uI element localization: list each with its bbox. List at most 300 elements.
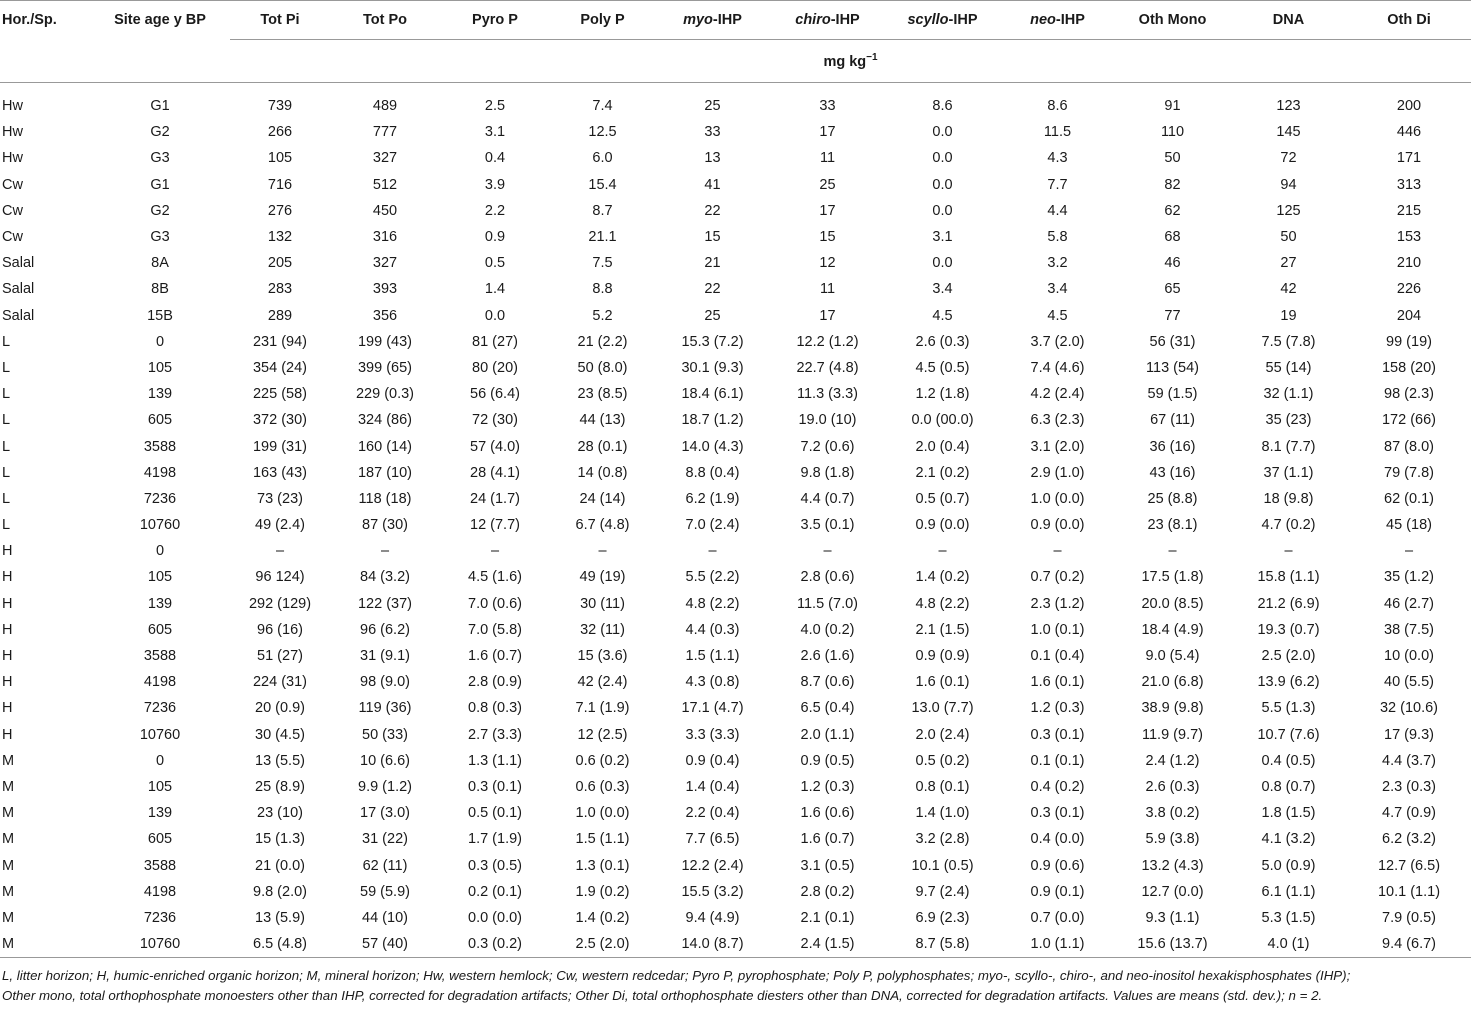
unit-spacer — [90, 40, 230, 83]
table-cell: 49 (2.4) — [255, 517, 305, 534]
table-cell: 12 (2.5) — [577, 726, 628, 743]
table-cell: 605 — [147, 831, 173, 848]
table-cell: 31 (9.1) — [360, 648, 410, 665]
table-cell: 8.7 — [592, 202, 613, 219]
table-cell: 6.5 (0.4) — [800, 700, 855, 717]
table-cell: 96 (16) — [257, 621, 303, 638]
table-cell: 399 (65) — [357, 359, 412, 376]
table-cell: 1.6 (0.6) — [800, 805, 855, 822]
row-label: M — [2, 752, 15, 769]
table-cell: G3 — [150, 229, 170, 246]
table-cell: 2.5 (2.0) — [550, 931, 655, 958]
table-cell: 229 (0.3) — [355, 386, 415, 403]
column-header-text: Poly P — [580, 12, 625, 28]
table-cell: 46 — [1164, 255, 1181, 272]
table-cell: 8.7 (5.8) — [885, 931, 1000, 958]
row-label: H — [2, 674, 13, 691]
table-row — [0, 276, 1471, 302]
table-cell: 163 (43) — [252, 464, 307, 481]
table-cell: 17 — [819, 307, 836, 324]
table-cell: – — [598, 543, 607, 560]
table-cell: 79 (7.8) — [1384, 464, 1434, 481]
column-header-text: Site age y BP — [114, 12, 206, 29]
table-cell: 512 — [372, 176, 398, 193]
table-cell: 50 (33) — [362, 726, 408, 743]
table-cell: 605 — [147, 412, 173, 429]
table-cell: 3.8 (0.2) — [1145, 805, 1200, 822]
table-cell: – — [938, 543, 947, 560]
table-cell: 4.5 (1.6) — [468, 569, 522, 586]
table-row — [0, 852, 1471, 878]
table-cell: 17 — [819, 124, 836, 141]
table-cell: 2.3 (1.2) — [1030, 595, 1085, 612]
table-cell: 33 — [819, 98, 836, 115]
table-cell: 5.8 — [1047, 229, 1068, 246]
table-cell: 0.8 (0.7) — [1261, 778, 1316, 795]
table-cell: 46 (2.7) — [1384, 595, 1434, 612]
table-cell: 8.1 (7.7) — [1261, 438, 1316, 455]
column-header — [1000, 1, 1115, 40]
table-cell: 2.4 (1.2) — [1145, 752, 1200, 769]
table-cell: 3.4 — [932, 281, 953, 298]
table-cell: 67 (11) — [1150, 412, 1195, 429]
row-label: M — [2, 909, 15, 926]
table-body — [0, 93, 1471, 958]
table-cell: 94 — [1280, 176, 1297, 193]
unit-label — [230, 40, 1471, 83]
table-cell: 3.2 — [1047, 255, 1068, 272]
table-row — [0, 224, 1471, 250]
row-label: M — [2, 883, 15, 900]
table-cell: 18.4 (6.1) — [681, 386, 744, 403]
row-label: Hw — [2, 124, 23, 141]
table-cell: 3.1 — [932, 229, 953, 246]
table-cell: 2.8 (0.9) — [468, 674, 522, 691]
table-cell: 7236 — [143, 909, 177, 926]
table-cell: 1.4 (0.2) — [915, 569, 970, 586]
table-cell: 7.5 (7.8) — [1261, 333, 1316, 350]
table-cell: 15 — [704, 229, 721, 246]
table-cell: 4.8 (2.2) — [685, 595, 740, 612]
table-cell: 1.3 (0.1) — [575, 857, 630, 874]
table-cell: 17.1 (4.7) — [681, 700, 744, 717]
row-label: L — [2, 517, 11, 534]
table-row — [0, 172, 1471, 198]
table-cell: 44 (10) — [362, 909, 408, 926]
table-cell: 6.1 (1.1) — [1261, 883, 1316, 900]
table-cell: 10.1 (1.1) — [1377, 883, 1441, 900]
row-label: L — [2, 386, 11, 403]
column-header — [0, 1, 90, 40]
table-row — [0, 433, 1471, 459]
table-row — [0, 460, 1471, 486]
table-cell: 1.0 (0.0) — [575, 805, 630, 822]
table-cell: 35 (1.2) — [1384, 569, 1434, 586]
table-cell: 10.7 (7.6) — [1257, 726, 1320, 743]
table-cell: 289 — [267, 307, 293, 324]
table-cell: 3.4 — [1047, 281, 1068, 298]
table-cell: 8.6 — [932, 98, 953, 115]
table-cell: 0.7 (0.0) — [1030, 909, 1085, 926]
table-cell: 23 (10) — [257, 805, 303, 822]
table-cell: 11.5 (7.0) — [797, 595, 858, 612]
table-cell: 0 — [155, 333, 165, 350]
table-cell: 0.9 (0.6) — [1030, 857, 1085, 874]
table-row — [0, 695, 1471, 721]
table-cell: 49 (19) — [579, 569, 626, 586]
table-cell: 37 (1.1) — [1263, 464, 1314, 481]
table-cell: 0.3 (0.1) — [1030, 726, 1085, 743]
table-cell: 30 (4.5) — [255, 726, 305, 743]
table-cell: 7.7 (6.5) — [685, 831, 740, 848]
table-cell: 7.0 (5.8) — [468, 621, 522, 638]
table-cell: 22.7 (4.8) — [796, 359, 859, 376]
table-cell: 6.7 (4.8) — [575, 517, 630, 534]
table-row — [0, 591, 1471, 617]
column-header-text: -IHP — [948, 12, 978, 28]
table-cell: 7236 — [143, 700, 177, 717]
table-row — [0, 250, 1471, 276]
table-cell: 30.1 (9.3) — [681, 359, 744, 376]
table-cell: 31 (22) — [362, 831, 408, 848]
table-row — [0, 512, 1471, 538]
table-cell: 20 (0.9) — [255, 700, 305, 717]
table-cell: 12.2 (2.4) — [681, 857, 744, 874]
table-cell: 0.2 (0.1) — [468, 883, 522, 900]
table-cell: 22 — [704, 202, 721, 219]
table-cell: 8.7 (0.6) — [800, 674, 855, 691]
table-cell: 5.3 (1.5) — [1261, 909, 1316, 926]
table-cell: 91 — [1164, 98, 1181, 115]
table-cell: 15 (1.3) — [255, 831, 305, 848]
table-cell: 40 (5.5) — [1384, 674, 1434, 691]
table-cell: 393 — [372, 281, 398, 298]
table-cell: 25 (8.9) — [255, 778, 305, 795]
table-cell: 42 — [1280, 281, 1297, 298]
row-label: L — [2, 438, 11, 455]
table-cell: 605 — [147, 621, 173, 638]
column-header-text: Oth Di — [1387, 12, 1431, 28]
table-cell: 2.2 (0.4) — [685, 805, 740, 822]
table-cell: 8A — [151, 255, 169, 272]
table-cell: 1.4 (0.2) — [575, 909, 630, 926]
table-cell: 125 — [1276, 202, 1301, 219]
table-cell: 33 — [704, 124, 721, 141]
table-row — [0, 93, 1471, 119]
table-cell: 7.0 (2.4) — [685, 517, 740, 534]
table-cell: 25 (8.8) — [1147, 490, 1198, 507]
table-cell: 0.9 (0.0) — [915, 517, 970, 534]
table-cell: 6.3 (2.3) — [1030, 412, 1085, 429]
table-cell: 87 (8.0) — [1384, 438, 1434, 455]
table-cell: 4.0 (1) — [1230, 931, 1347, 958]
table-row — [0, 198, 1471, 224]
table-cell: 19 — [1280, 307, 1297, 324]
table-row — [0, 564, 1471, 590]
table-cell: 1.4 (1.0) — [915, 805, 970, 822]
table-cell: 8.6 — [1047, 98, 1068, 115]
table-cell: 11 — [819, 150, 836, 167]
table-cell: 51 (27) — [257, 648, 303, 665]
column-header-italic: myo — [683, 12, 713, 28]
column-header — [1347, 1, 1471, 40]
row-label: Cw — [2, 229, 23, 246]
table-row — [0, 669, 1471, 695]
table-cell: G1 — [150, 98, 170, 115]
table-cell: 5.5 (1.3) — [1261, 700, 1316, 717]
row-label: Salal — [2, 307, 35, 324]
table-cell: 7.9 (0.5) — [1382, 909, 1436, 926]
table-cell: 4.7 (0.9) — [1382, 805, 1436, 822]
table-cell: 50 — [1164, 150, 1181, 167]
table-cell: 327 — [372, 255, 398, 272]
table-cell: 12.7 (0.0) — [1141, 883, 1204, 900]
table-cell: 32 (1.1) — [1263, 386, 1314, 403]
table-cell: 158 (20) — [1381, 359, 1436, 376]
table-cell: 22 — [704, 281, 721, 298]
table-cell: 0.9 — [484, 229, 506, 246]
table-cell: 62 — [1164, 202, 1181, 219]
table-cell: 4198 — [143, 674, 177, 691]
row-label: M — [0, 931, 90, 958]
table-row — [0, 617, 1471, 643]
table-cell: 13.2 (4.3) — [1141, 857, 1204, 874]
table-cell: 0.6 (0.3) — [575, 778, 630, 795]
table-cell: 98 (2.3) — [1384, 386, 1434, 403]
table-footnote — [0, 958, 1464, 1006]
table-cell: 15.6 (13.7) — [1115, 931, 1230, 958]
table-cell: 0 — [155, 752, 165, 769]
table-cell: 0.0 — [932, 255, 953, 272]
row-label: L — [2, 359, 11, 376]
table-cell: G2 — [150, 202, 170, 219]
table-cell: 0.3 (0.5) — [468, 857, 522, 874]
table-cell: 2.6 (0.3) — [915, 333, 970, 350]
table-cell: 10 (6.6) — [360, 752, 410, 769]
table-cell: 2.7 (3.3) — [468, 726, 522, 743]
table-cell: – — [1168, 543, 1177, 560]
table-row — [0, 145, 1471, 171]
unit-row — [0, 40, 1471, 83]
row-label: M — [2, 857, 15, 874]
table-cell: 0.8 (0.1) — [915, 778, 970, 795]
row-label: H — [2, 700, 13, 717]
table-cell: 0.9 (0.1) — [1030, 883, 1085, 900]
table-cell: 160 (14) — [357, 438, 412, 455]
table-cell: 13 (5.5) — [255, 752, 305, 769]
table-cell: – — [490, 543, 500, 560]
table-cell: 3.7 (2.0) — [1030, 333, 1085, 350]
table-cell: 15 (3.6) — [577, 648, 628, 665]
table-cell: 119 (36) — [358, 700, 412, 717]
table-cell: 72 — [1280, 150, 1297, 167]
table-cell: 25 — [704, 98, 721, 115]
table-row — [0, 826, 1471, 852]
table-cell: 15 — [819, 229, 836, 246]
table-cell: 204 — [1396, 307, 1422, 324]
column-header-text: -IHP — [712, 12, 742, 28]
table-cell: 105 — [147, 569, 173, 586]
unit-spacer — [0, 40, 90, 83]
table-cell: 68 — [1164, 229, 1181, 246]
row-label: Salal — [2, 281, 35, 298]
table-cell: 77 — [1164, 307, 1181, 324]
table-cell: 11.5 — [1043, 124, 1072, 141]
column-header — [770, 1, 885, 40]
table-cell: 3.1 (2.0) — [1030, 438, 1085, 455]
row-label: H — [2, 543, 13, 560]
table-cell: 0.0 — [932, 202, 953, 219]
table-cell: 10.1 (0.5) — [911, 857, 974, 874]
table-cell: 21.1 — [588, 229, 617, 246]
table-cell: 3.1 (0.5) — [800, 857, 855, 874]
table-cell: 42 (2.4) — [577, 674, 628, 691]
table-cell: 9.4 (6.7) — [1347, 931, 1471, 958]
table-cell: 17 (9.3) — [1384, 726, 1434, 743]
table-cell: 23 (8.1) — [1147, 517, 1198, 534]
table-cell: 9.9 (1.2) — [358, 778, 412, 795]
table-cell: 0.1 (0.1) — [1030, 752, 1085, 769]
table-cell: 354 (24) — [252, 359, 307, 376]
column-header-text: Tot Pi — [260, 12, 300, 28]
table-cell: 1.6 (0.7) — [468, 648, 522, 665]
table-cell: 0.5 — [484, 255, 506, 272]
table-cell: 13.0 (7.7) — [911, 700, 974, 717]
unit-text: mg kg — [823, 53, 867, 70]
column-header-text: Hor./Sp. — [2, 12, 57, 29]
row-label: Salal — [2, 255, 35, 272]
table-row — [0, 303, 1471, 329]
table-cell: 2.5 (2.0) — [1261, 648, 1316, 665]
table-cell: 65 — [1164, 281, 1181, 298]
column-header — [885, 1, 1000, 40]
table-cell: 21 (0.0) — [255, 857, 305, 874]
table-cell: 3.1 — [484, 124, 506, 141]
table-cell: 12.7 (6.5) — [1377, 857, 1441, 874]
table-cell: 3.2 (2.8) — [915, 831, 970, 848]
table-cell: 15.5 (3.2) — [681, 883, 744, 900]
table-cell: 55 (14) — [1265, 359, 1312, 376]
table-cell: 4.5 (0.5) — [915, 359, 970, 376]
table-cell: 2.1 (0.1) — [800, 909, 855, 926]
row-label: L — [2, 490, 11, 507]
header-row — [0, 1, 1471, 40]
table-cell: 327 — [372, 150, 398, 167]
table-cell: 44 (13) — [579, 412, 626, 429]
table-cell: – — [275, 543, 285, 560]
table-cell: 11 — [819, 281, 836, 298]
table-cell: 72 (30) — [472, 412, 518, 429]
table-cell: 8.8 — [592, 281, 613, 298]
table-cell: 0.4 (0.5) — [1261, 752, 1316, 769]
table-cell: 0.0 (00.0) — [911, 412, 974, 429]
row-label: M — [2, 778, 15, 795]
table-cell: 4.2 (2.4) — [1030, 386, 1085, 403]
table-row — [0, 538, 1471, 564]
table-cell: 24 (14) — [579, 490, 626, 507]
table-row — [0, 407, 1471, 433]
table-cell: 2.9 (1.0) — [1030, 464, 1085, 481]
table-cell: 1.4 (0.4) — [685, 778, 740, 795]
table-cell: 20.0 (8.5) — [1141, 595, 1204, 612]
table-cell: 7.2 (0.6) — [800, 438, 855, 455]
table-cell: 489 — [372, 98, 398, 115]
table-cell: 0.9 (0.5) — [800, 752, 855, 769]
table-cell: 0.0 — [932, 176, 953, 193]
table-cell: 50 (8.0) — [577, 359, 628, 376]
table-cell: 7.4 (4.6) — [1030, 359, 1085, 376]
table-cell: 4.3 (0.8) — [685, 674, 740, 691]
table-cell: 1.2 (1.8) — [915, 386, 970, 403]
table-cell: 1.8 (1.5) — [1261, 805, 1316, 822]
table-cell: 9.8 (2.0) — [253, 883, 307, 900]
table-cell: 172 (66) — [1381, 412, 1436, 429]
table-cell: 0.1 (0.4) — [1030, 648, 1085, 665]
table-cell: – — [1284, 543, 1293, 560]
table-cell: 5.2 — [592, 307, 613, 324]
table-cell: 13 — [704, 150, 721, 167]
table-cell: G3 — [150, 150, 170, 167]
table-cell: 2.6 (1.6) — [800, 648, 855, 665]
table-cell: 446 — [1396, 124, 1422, 141]
table-cell: 4198 — [143, 883, 177, 900]
table-cell: 450 — [372, 202, 398, 219]
table-cell: 96 124) — [255, 569, 305, 586]
column-header — [1115, 1, 1230, 40]
table-cell: 113 (54) — [1146, 359, 1199, 376]
table-cell: 14 (0.8) — [577, 464, 628, 481]
table-cell: 11.9 (9.7) — [1142, 726, 1203, 743]
table-cell: 12.2 (1.2) — [796, 333, 859, 350]
table-cell: 139 — [147, 595, 173, 612]
table-cell: 283 — [267, 281, 293, 298]
table-cell: 9.7 (2.4) — [915, 883, 970, 900]
table-cell: 4198 — [143, 464, 177, 481]
table-cell: 105 — [267, 150, 293, 167]
table-cell: 21.0 (6.8) — [1141, 674, 1204, 691]
table-cell: 0.0 — [932, 150, 953, 167]
table-row — [0, 381, 1471, 407]
table-cell: 4.1 (3.2) — [1261, 831, 1316, 848]
table-cell: 200 — [1396, 98, 1422, 115]
table-cell: 3588 — [143, 648, 177, 665]
column-header-text: Tot Po — [362, 12, 408, 28]
table-cell: 226 — [1396, 281, 1422, 298]
table-cell: 59 (5.9) — [360, 883, 410, 900]
table-cell: 7236 — [143, 490, 177, 507]
table-cell: 35 (23) — [1265, 412, 1312, 429]
column-header — [330, 1, 440, 40]
table-cell: 105 — [147, 359, 173, 376]
table-cell: 45 (18) — [1386, 517, 1432, 534]
table-cell: 316 — [372, 229, 398, 246]
table-cell: 187 (10) — [357, 464, 412, 481]
table-cell: 9.4 (4.9) — [685, 909, 740, 926]
table-cell: 7.1 (1.9) — [575, 700, 630, 717]
row-label: Cw — [2, 176, 23, 193]
table-cell: 12 — [819, 255, 836, 272]
table-cell: 9.3 (1.1) — [1145, 909, 1200, 926]
table-cell: 36 (16) — [1149, 438, 1196, 455]
table-cell: 1.4 — [484, 281, 506, 298]
table-cell: – — [380, 543, 390, 560]
table-cell: 215 — [1396, 202, 1422, 219]
table-cell: 2.4 (1.5) — [770, 931, 885, 958]
table-row — [0, 119, 1471, 145]
table-cell: 0.4 (0.0) — [1030, 831, 1085, 848]
table-cell: 1.0 (0.0) — [1030, 490, 1085, 507]
table-cell: 59 (1.5) — [1147, 386, 1198, 403]
